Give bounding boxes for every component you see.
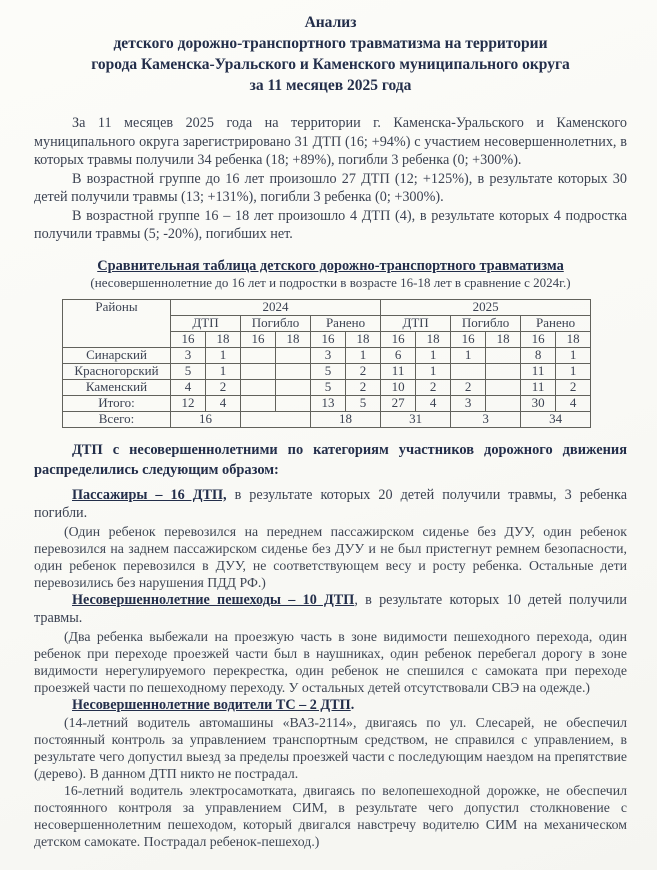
cell: 5 — [346, 395, 381, 411]
total-cell: 16 — [171, 411, 241, 427]
table-row — [63, 347, 591, 363]
cell — [241, 347, 276, 363]
metric-header: Погибло — [451, 315, 521, 331]
age-header: 16 — [451, 331, 486, 347]
cell: 5 — [311, 363, 346, 379]
age-header: 16 — [381, 331, 416, 347]
total-cell: 31 — [381, 411, 451, 427]
cell: 1 — [556, 363, 591, 379]
age-header: 18 — [486, 331, 521, 347]
cell: 1 — [416, 347, 451, 363]
cell — [241, 379, 276, 395]
table-title: Сравнительная таблица детского дорожно-транспортного травматизма — [97, 257, 564, 274]
cell: 11 — [521, 379, 556, 395]
cell: 2 — [416, 379, 451, 395]
cell: 3 — [311, 347, 346, 363]
document-title — [34, 12, 627, 96]
district-label: Красногорский — [63, 363, 171, 379]
table-row — [63, 379, 591, 395]
cell: 2 — [206, 379, 241, 395]
cell: 1 — [206, 347, 241, 363]
cell — [276, 395, 311, 411]
passengers-heading — [34, 486, 627, 523]
age-header: 18 — [556, 331, 591, 347]
cell: 4 — [416, 395, 451, 411]
cell: 11 — [381, 363, 416, 379]
intro-paragraph-2: В возрастной группе до 16 лет произошло 27 ДТП (12; +125%), в результате которых 30 детей получили травмы (13; +131%), погибли 3 ребенка (0; +300%). — [34, 170, 627, 205]
pedestrians-heading-label: Несовершеннолетние пешеходы – 10 ДТП — [72, 591, 355, 608]
pedestrians-heading-rest: , в результате которых 10 детей получили травмы. — [34, 591, 627, 626]
passengers-heading-label: Пассажиры – 16 ДТП, — [72, 486, 227, 503]
drivers-heading-label: Несовершеннолетние водители ТС – 2 ДТП — [72, 696, 351, 713]
cell — [486, 347, 521, 363]
cell: 1 — [206, 363, 241, 379]
district-label: Синарский — [63, 347, 171, 363]
year-header-2024: 2024 — [171, 299, 381, 315]
table-row-subtotal — [63, 395, 591, 411]
cell: 1 — [451, 347, 486, 363]
metric-header: ДТП — [171, 315, 241, 331]
cell: 4 — [171, 379, 206, 395]
total-cell: 3 — [451, 411, 521, 427]
age-header: 16 — [171, 331, 206, 347]
cell: 5 — [171, 363, 206, 379]
year-header-2025: 2025 — [381, 299, 591, 315]
total-cell: 34 — [521, 411, 591, 427]
cell: 2 — [346, 363, 381, 379]
subtotal-label: Итого: — [63, 395, 171, 411]
table-corner-label: Районы — [63, 299, 171, 347]
drivers-heading-rest: . — [350, 696, 355, 713]
pedestrians-heading — [34, 591, 627, 628]
passengers-note: (Один ребенок перевозился на переднем пассажирском сиденье без ДУУ, один ребенок перевозился на заднем пассажирском сиденье без ДУУ и не был пристегнут ремнем безопасности, один ребенок перевозился в ДУУ, не соответствующем весу и росту ребенка. Остальные дети перевозились без нарушения ПДД РФ.) — [34, 523, 627, 590]
cell — [276, 363, 311, 379]
title-line-1: Анализ — [304, 14, 357, 31]
age-header: 16 — [311, 331, 346, 347]
cell: 6 — [381, 347, 416, 363]
intro-paragraphs — [34, 114, 627, 244]
cell: 4 — [556, 395, 591, 411]
cell: 2 — [451, 379, 486, 395]
metric-header: ДТП — [381, 315, 451, 331]
cell: 27 — [381, 395, 416, 411]
cell: 3 — [451, 395, 486, 411]
metric-header: Погибло — [241, 315, 311, 331]
age-header: 18 — [346, 331, 381, 347]
cell: 1 — [416, 363, 451, 379]
intro-paragraph-1: За 11 месяцев 2025 года на территории г. Каменска-Уральского и Каменского муниципального округа зарегистрировано 31 ДТП (16; +94%) с участием несовершеннолетних, в которых травмы получили 34 ребенка (18; +89%), погибли 3 ребенка (0; +300%). — [34, 115, 627, 168]
age-header: 18 — [416, 331, 451, 347]
cell — [241, 395, 276, 411]
drivers-heading — [34, 696, 627, 715]
categories-intro: ДТП с несовершеннолетними по категориям участников дорожного движения распределились следующим образом: — [34, 441, 627, 478]
drivers-note-1: (14-летний водитель автомашины «ВАЗ-2114», двигаясь по ул. Слесарей, не обеспечил постоянный контроль за управлением транспортным средством, не справился с управлением, в результате чего допустил выезд за пределы проезжей части с последующим наездом на препятствие (дерево). В данном ДТП никто не пострадал. — [34, 715, 627, 781]
table-subtitle: (несовершеннолетние до 16 лет и подростки в возрасте 16-18 лет в сравнение с 2024г.) — [90, 274, 571, 290]
passengers-heading-rest: в результате которых 20 детей получили травмы, 3 ребенка погибли. — [34, 486, 627, 521]
comparison-table-block — [34, 257, 627, 428]
district-label: Каменский — [63, 379, 171, 395]
cell — [451, 363, 486, 379]
age-header: 16 — [241, 331, 276, 347]
cell: 2 — [556, 379, 591, 395]
cell: 30 — [521, 395, 556, 411]
cell — [486, 363, 521, 379]
title-line-2: детского дорожно-транспортного травматизма на территории — [113, 35, 548, 52]
cell — [486, 379, 521, 395]
metric-header: Ранено — [521, 315, 591, 331]
metric-header: Ранено — [311, 315, 381, 331]
cell: 2 — [346, 379, 381, 395]
drivers-note-2: 16-летний водитель электросамотката, двигаясь по велопешеходной дорожке, не обеспечил постоянного контроля за управлением СИМ, в результате чего допустил столкновение с несовершеннолетним пешеходом, который двигался навстречу водителю СИМ на механическом детском самокате. Пострадал ребенок-пешеход.) — [34, 783, 627, 849]
age-header: 18 — [206, 331, 241, 347]
cell: 11 — [521, 363, 556, 379]
cell: 8 — [521, 347, 556, 363]
total-label: Всего: — [63, 411, 171, 427]
cell: 12 — [171, 395, 206, 411]
pedestrians-note: (Два ребенка выбежали на проезжую часть в зоне видимости пешеходного перехода, один ребенок при переходе проезжей части был в наушниках, один ребенок перебегал дорогу в зоне видимости нерегулируемого перекрестка, один ребенок не спешился с самоката при переходе проезжей части по пешеходному переходу. У остальных детей отсутствовали СВЭ на одежде.) — [34, 628, 627, 695]
cell: 1 — [556, 347, 591, 363]
table-header-years — [63, 299, 591, 315]
cell: 1 — [346, 347, 381, 363]
category-sections — [34, 486, 627, 851]
total-cell — [241, 411, 311, 427]
age-header: 18 — [276, 331, 311, 347]
age-header: 16 — [521, 331, 556, 347]
intro-paragraph-3: В возрастной группе 16 – 18 лет произошло 4 ДТП (4), в результате которых 4 подростка получили травмы (5; -20%), погибших нет. — [34, 207, 627, 242]
table-row — [63, 363, 591, 379]
cell — [276, 347, 311, 363]
cell: 10 — [381, 379, 416, 395]
table-row-total — [63, 411, 591, 427]
cell — [241, 363, 276, 379]
title-line-4: за 11 месяцев 2025 года — [249, 77, 412, 94]
comparison-table — [62, 299, 591, 428]
total-cell: 18 — [311, 411, 381, 427]
title-line-3: города Каменска-Уральского и Каменского муниципального округа — [91, 56, 570, 73]
cell: 3 — [171, 347, 206, 363]
cell: 5 — [311, 379, 346, 395]
cell: 13 — [311, 395, 346, 411]
cell — [486, 395, 521, 411]
cell: 4 — [206, 395, 241, 411]
cell — [276, 379, 311, 395]
